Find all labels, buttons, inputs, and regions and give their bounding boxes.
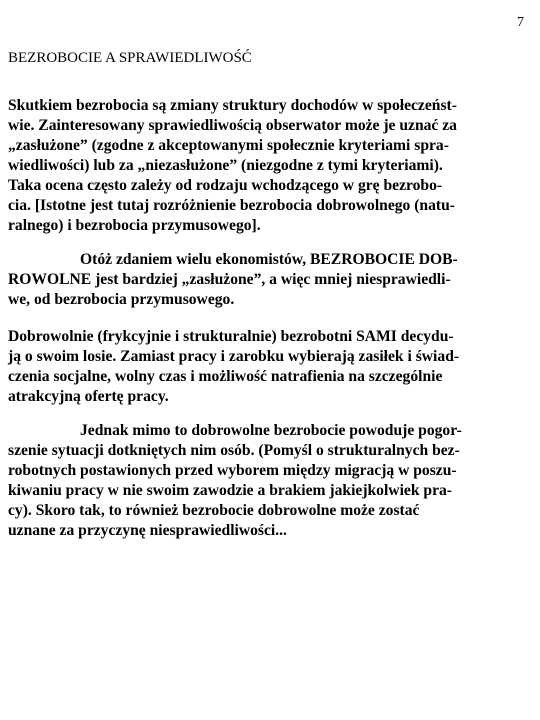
paragraph-1	[8, 96, 532, 236]
text-line: ralnego) i bezrobocia przymusowego].	[8, 217, 261, 234]
text-line: Dobrowolnie (frykcyjnie i strukturalnie) bezrobotni SAMI decydu-	[8, 328, 454, 345]
text-line: Jednak mimo to dobrowolne bezrobocie powoduje pogor-	[80, 422, 462, 439]
text-line: Taka ocena często zależy od rodzaju wchodzącego w grę bezrobo-	[8, 177, 443, 194]
text-line: wiedliwości) lub za „niezasłużone” (niezgodne z tymi kryteriami).	[8, 157, 443, 174]
text-line: ROWOLNE jest bardziej „zasłużone”, a więc mniej niesprawiedli-	[8, 271, 451, 288]
text-line: ją o swoim losie. Zamiast pracy i zarobku wybierają zasiłek i świad-	[8, 348, 460, 365]
text-line: cia. [Istotne jest tutaj rozróżnienie bezrobocia dobrowolnego (natu-	[8, 197, 455, 214]
text-line: we, od bezrobocia przymusowego.	[8, 291, 235, 308]
text-line: kiwaniu pracy w nie swoim zawodzie a brakiem jakiejkolwiek pra-	[8, 482, 452, 499]
text-line: Skutkiem bezrobocia są zmiany struktury dochodów w społeczeńst-	[8, 97, 457, 114]
paragraph-4	[8, 421, 532, 541]
text-line: „zasłużone” (zgodne z akceptowanymi społecznie kryteriami spra-	[8, 137, 449, 154]
text-line: robotnych postawionych przed wyborem między migracją w poszu-	[8, 462, 457, 479]
page-title: BEZROBOCIE A SPRAWIEDLIWOŚĆ	[8, 50, 252, 66]
text-line: szenie sytuacji dotkniętych nim osób. (Pomyśl o strukturalnych bez-	[8, 442, 460, 459]
paragraph-3	[8, 327, 532, 407]
text-line: czenia socjalne, wolny czas i możliwość natrafienia na szczególnie	[8, 368, 443, 385]
text-line: Otóż zdaniem wielu ekonomistów, BEZROBOCIE DOB-	[80, 251, 458, 268]
text-line: cy). Skoro tak, to również bezrobocie dobrowolne może zostać	[8, 502, 420, 519]
text-line: uznane za przyczynę niesprawiedliwości...	[8, 522, 287, 539]
text-line: wie. Zainteresowany sprawiedliwością obserwator może je uznać za	[8, 117, 457, 134]
paragraph-2	[8, 250, 532, 310]
text-line: atrakcyjną ofertę pracy.	[8, 388, 169, 405]
page-number: 7	[517, 15, 524, 30]
